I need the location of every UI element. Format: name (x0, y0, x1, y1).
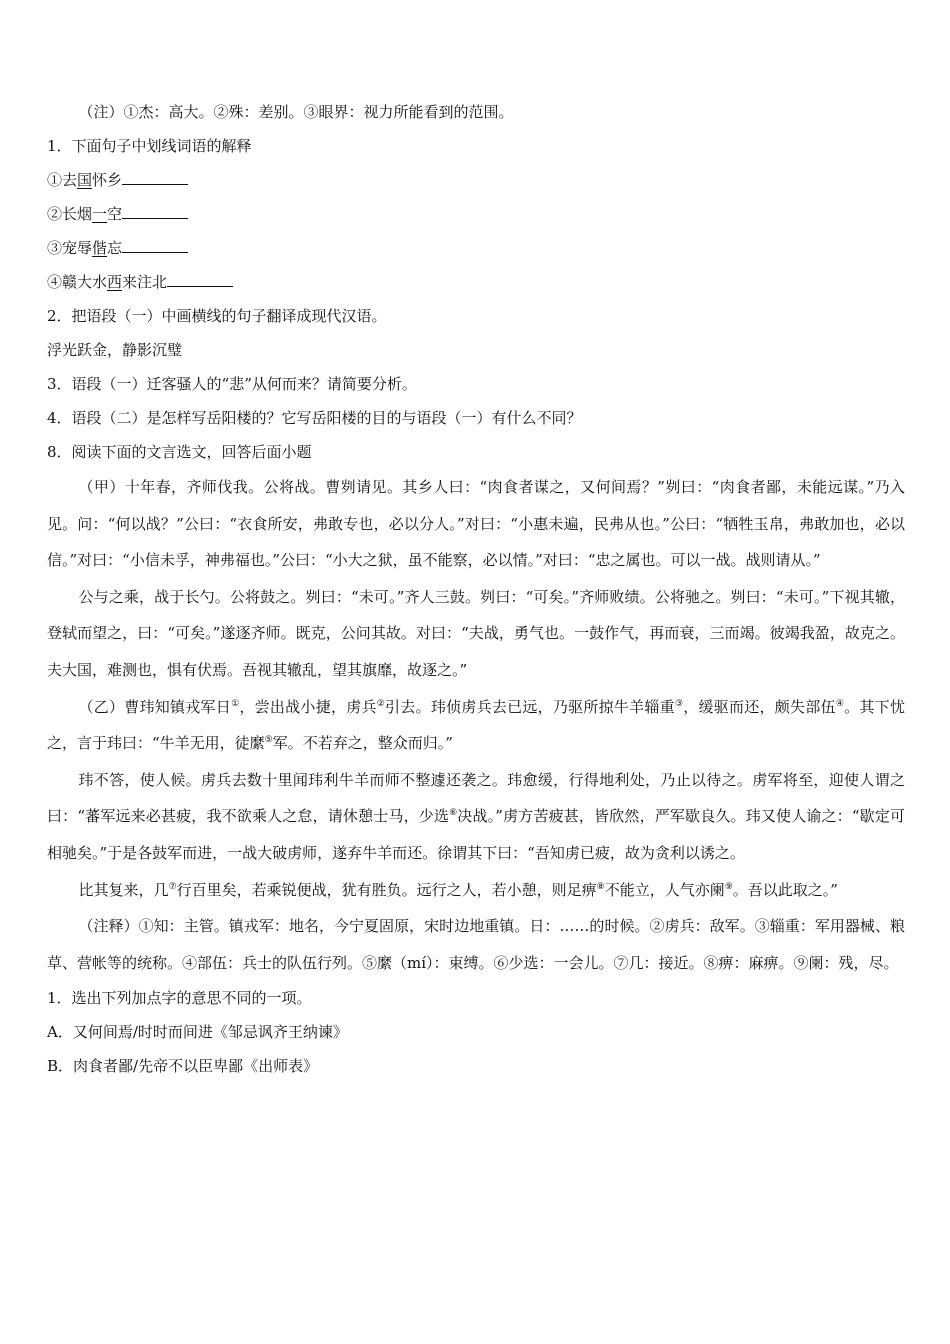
passage-jia-paragraph-2: 公与之乘，战于长勺。公将鼓之。刿曰：“未可。”齐人三鼓。刿曰：“可矣。”齐师败绩。公将驰之。刿曰：“未可。”下视其辙，登轼而望之，曰：“可矣。”遂逐齐师。既克，公问其故。对曰：“夫战，勇气也。一鼓作气，再而衰，三而竭。彼竭我盈，故克之。夫大国，难测也，惧有伏焉。吾视其辙乱，望其旗靡，故逐之。” (47, 587, 905, 679)
question-1-item: ③宠辱偕忘 (47, 233, 905, 267)
question-2-title: 2．把语段（一）中画横线的句子翻译成现代汉语。 (47, 307, 387, 325)
question-2-sentence: 浮光跃金，静影沉璧 (47, 341, 183, 359)
passage-yi-paragraph-2: 玮不答，使人候。虏兵去数十里闻玮利牛羊而师不整遽还袭之。玮愈缓，行得地利处，乃止以待之。虏军将至，迎使人谓之曰：“蕃军远来必甚疲，我不欲乘人之怠，请休憩士马，少选⑥决战。”虏方苦疲甚，皆欣然，严军歇良久。玮又使人谕之：“歇定可相驰矣。”于是各鼓军而进，一战大破虏师，遂弃牛羊而还。徐谓其下曰：“吾知虏已疲，故为贪利以诱之。 (47, 770, 906, 862)
answer-blank[interactable] (167, 271, 233, 287)
passage-jia-paragraph-1: （甲）十年春，齐师伐我。公将战。曹刿请见。其乡人曰：“肉食者谋之，又何间焉？”刿曰：“肉食者鄙，未能远谋。”乃入见。问：“何以战？”公曰：“衣食所安，弗敢专也，必以分人。”对曰：“小惠未遍，民弗从也。”公曰：“牺牲玉帛，弗敢加也，必以信。”对曰：“小信未孚，神弗福也。”公曰：“小大之狱，虽不能察，必以情。”对曰：“忠之属也。可以一战。战则请从。” (47, 478, 905, 570)
passage-yi-paragraph-3: 比其复来，几⑦行百里矣，若乘锐便战，犹有胜负。远行之人，若小憩，则足痹⑧不能立，人气亦阑⑨。吾以此取之。” (78, 880, 838, 899)
question-1-item: ①去国怀乡 (47, 165, 905, 199)
sub-question-1-title: 1．选出下列加点字的意思不同的一项。 (47, 989, 312, 1008)
question-1-item: ④赣大水西来注北 (47, 267, 905, 301)
option-a: A．又何间焉/时时而间进《邹忌讽齐王纳谏》 (47, 1023, 348, 1042)
passage-yi-paragraph-1: （乙）曹玮知镇戎军日①，尝出战小捷，虏兵②引去。玮侦虏兵去已远，乃驱所掠牛羊辎重③，缓驱而还，颇失部伍④。其下忧之，言于玮曰：“牛羊无用，徒縻⑤军。不若弃之，整众而归。” (47, 697, 905, 753)
answer-blank[interactable] (122, 203, 188, 219)
question-1-item: ②长烟一空 (47, 199, 905, 233)
option-b: B．肉食者鄙/先帝不以臣卑鄙《出师表》 (47, 1057, 319, 1076)
answer-blank[interactable] (122, 169, 188, 185)
question-4: 4．语段（二）是怎样写岳阳楼的？它写岳阳楼的目的与语段（一）有什么不同？ (47, 409, 582, 427)
answer-blank[interactable] (122, 237, 188, 253)
question-3: 3．语段（一）迁客骚人的“悲”从何而来？请简要分析。 (47, 375, 417, 393)
question-1-title: 1．下面句子中划线词语的解释 (47, 137, 252, 155)
note-1: （注）①杰：高大。②殊：差别。③眼界：视力所能看到的范围。 (78, 103, 514, 121)
annotation-notes: （注释）①知：主管。镇戎军：地名，今宁夏固原，宋时边地重镇。日：……的时候。②虏兵：敌军。③辎重：军用器械、粮草、营帐等的统称。④部伍：兵士的队伍行列。⑤縻（mí）：束缚。⑥少选：一会儿。⑦几：接近。⑧痹：麻痹。⑨阑：残，尽。 (47, 917, 905, 972)
question-8-title: 8．阅读下面的文言选文，回答后面小题 (47, 443, 312, 461)
document-page (47, 97, 905, 1085)
